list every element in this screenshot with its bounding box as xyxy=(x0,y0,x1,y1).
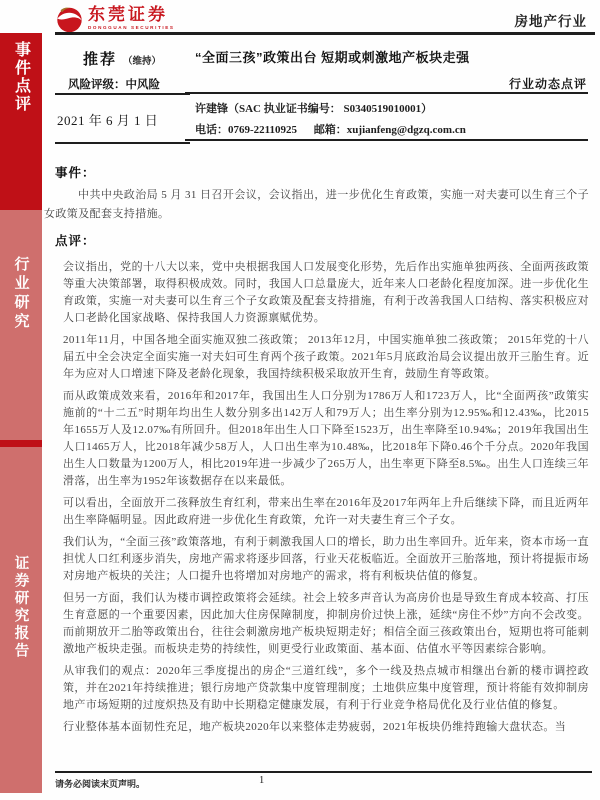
sidebar-divider xyxy=(0,440,42,447)
footer-rule xyxy=(55,771,592,773)
comment-paragraph: 我们认为，“全面三孩”政策落地，有利于刺激我国人口的增长，助力出生率回升。近年来，资本市场一直担忧人口红利逐步消失，房地产需求将逐步回落，行业天花板临近。全面放开三胎落地，预计将提振市场对房地产板块的关注；人口提升也将增加对房地产的需求，将有利板块估值的修复。 xyxy=(63,536,589,582)
industry-label: 房地产行业 xyxy=(514,14,587,29)
info-rule-left-1 xyxy=(55,93,190,95)
page-number: 1 xyxy=(259,775,265,786)
analyst-phone: 电话：0769-22110925 xyxy=(195,124,298,136)
comment-body xyxy=(63,259,589,741)
brand-text xyxy=(88,5,175,30)
contact-line xyxy=(195,121,466,137)
comment-paragraph: 从审我们的观点：2020年三季度提出的房企“三道红线”，多个一线及热点城市相继出台新的楼市调控政策，并在2021年持续推进；银行房地产贷款集中度管理制度；土地供应集中度管理，预计将能有效抑制房地产市场短期的过度炽热及有助中长期稳定健康发展，有利于行业竞争格局优化及行业估值的修复。 xyxy=(63,665,589,711)
footer-disclaimer: 请务必阅读末页声明。 xyxy=(55,779,146,789)
report-date: 2021 年 6 月 1 日 xyxy=(57,113,159,128)
sidebar-label-event-review: 事件点评 xyxy=(12,41,30,113)
comment-paragraph: 可以看出，全面放开二孩释放生育红利，带来出生率在2016年及2017年两年上升后继续下降，而且近两年出生率降幅明显。因此政府进一步优化生育政策，允许一对夫妻生育三个子女。 xyxy=(63,497,589,526)
company-logo xyxy=(55,5,175,33)
report-type: 行业动态点评 xyxy=(508,77,587,91)
brand-name-cn: 东莞证券 xyxy=(88,5,168,24)
info-rule-right-2 xyxy=(185,139,588,141)
comment-heading: 点评： xyxy=(55,234,96,248)
brand-name-en: DONGGUAN SECURITIES xyxy=(88,25,175,30)
info-rule-left-2 xyxy=(55,142,190,144)
rating-maintained-note: （维持） xyxy=(123,56,162,67)
report-title: “全面三孩”政策出台 短期或刺激地产板块走强 xyxy=(195,50,470,65)
dongguan-securities-logo-icon xyxy=(55,5,83,33)
info-rule-right-1 xyxy=(185,92,588,94)
comment-paragraph: 但另一方面，我们认为楼市调控政策将会延续。社会上较多声音认为高房价也是导致生育成本较高、打压生育意愿的一个重要因素，因此加大住房保障制度，抑制房价过快上涨，延续“房住不炒”方向不会改变。而前期放开二胎等政策出台，往往会刺激房地产板块短期走好；相信全面三孩政策出台，短期也将可能刺激地产板块走强。而板块走势的持续性，则更受行业政策面、基本面、估值水平等因素综合影响。 xyxy=(63,592,589,655)
sidebar-label-securities-research-report: 证券研究报告 xyxy=(12,555,29,660)
analyst-line: 许建锋（SAC 执业证书编号： S0340519010001） xyxy=(195,103,433,115)
sidebar-event-review-block xyxy=(0,33,42,210)
risk-rating: 风险评级：中风险 xyxy=(68,79,160,91)
sidebar-research-report-block xyxy=(0,447,42,793)
comment-paragraph: 2011年11月，中国各地全面实施双独二孩政策； 2013年12月，中国实施单独二孩政策； 2015年党的十八届五中全会决定全面实施一对夫妇可生育两个孩子政策。2021年5月底政治局会议提出放开三胎生育。近年为应对人口增速下降及老龄化现象，我国持续积极采取放开生育，鼓励生育等政策。 xyxy=(63,334,589,380)
analyst-email: 邮箱：xujianfeng@dgzq.com.cn xyxy=(313,124,466,136)
sidebar-label-industry-research: 行业研究 xyxy=(12,256,30,332)
comment-paragraph: 行业整体基本面韧性充足，地产板块2020年以来整体走势疲弱，2021年板块仍维持跑输大盘状态。当 xyxy=(63,721,567,733)
comment-paragraph: 会议指出，党的十八大以来，党中央根据我国人口发展变化形势，先后作出实施单独两孩、全面两孩政策等重大决策部署，取得积极成效。同时，我国人口总量庞大，近年来人口老龄化程度加深。进一步优化生育政策，实施一对夫妻可以生育三个子女政策及配套支持措施，有利于改善我国人口结构、落实积极应对人口老龄化国家战略、保持我国人力资源禀赋优势。 xyxy=(63,261,589,324)
comment-paragraph: 而从政策成效来看，2016年和2017年，我国出生人口分别为1786万人和1723万人，比“全面两孩”政策实施前的“十二五”时期年均出生人数分别多出142万人和79万人；出生率分别为12.95‰和12.43‰，比2015年1655万人及12.07‰有所回升。但2018年出生人口下降至1523万，出生率降至10.94‰；2019年我国出生人口1465万人，比2018年减少58万人，人口出生率为10.48‰，比2018年下降0.46个千分点。2020年我国出生人口数量为1200万人，相比2019年进一步减少了265万人，出生率更下降至8.5‰。出生人口连续三年滑落，出生率为1952年该数据存在以来最低。 xyxy=(63,390,589,487)
event-heading: 事件： xyxy=(55,166,96,180)
header-rule xyxy=(55,32,595,35)
event-paragraph: 中共中央政治局 5 月 31 日召开会议，会议指出，进一步优化生育政策，实施一对夫妻可以生育三个子女政策及配套支持措施。 xyxy=(44,189,589,220)
rating-row xyxy=(83,48,161,69)
sidebar-industry-research-block xyxy=(0,210,42,440)
rating-label: 推荐 xyxy=(83,51,118,68)
